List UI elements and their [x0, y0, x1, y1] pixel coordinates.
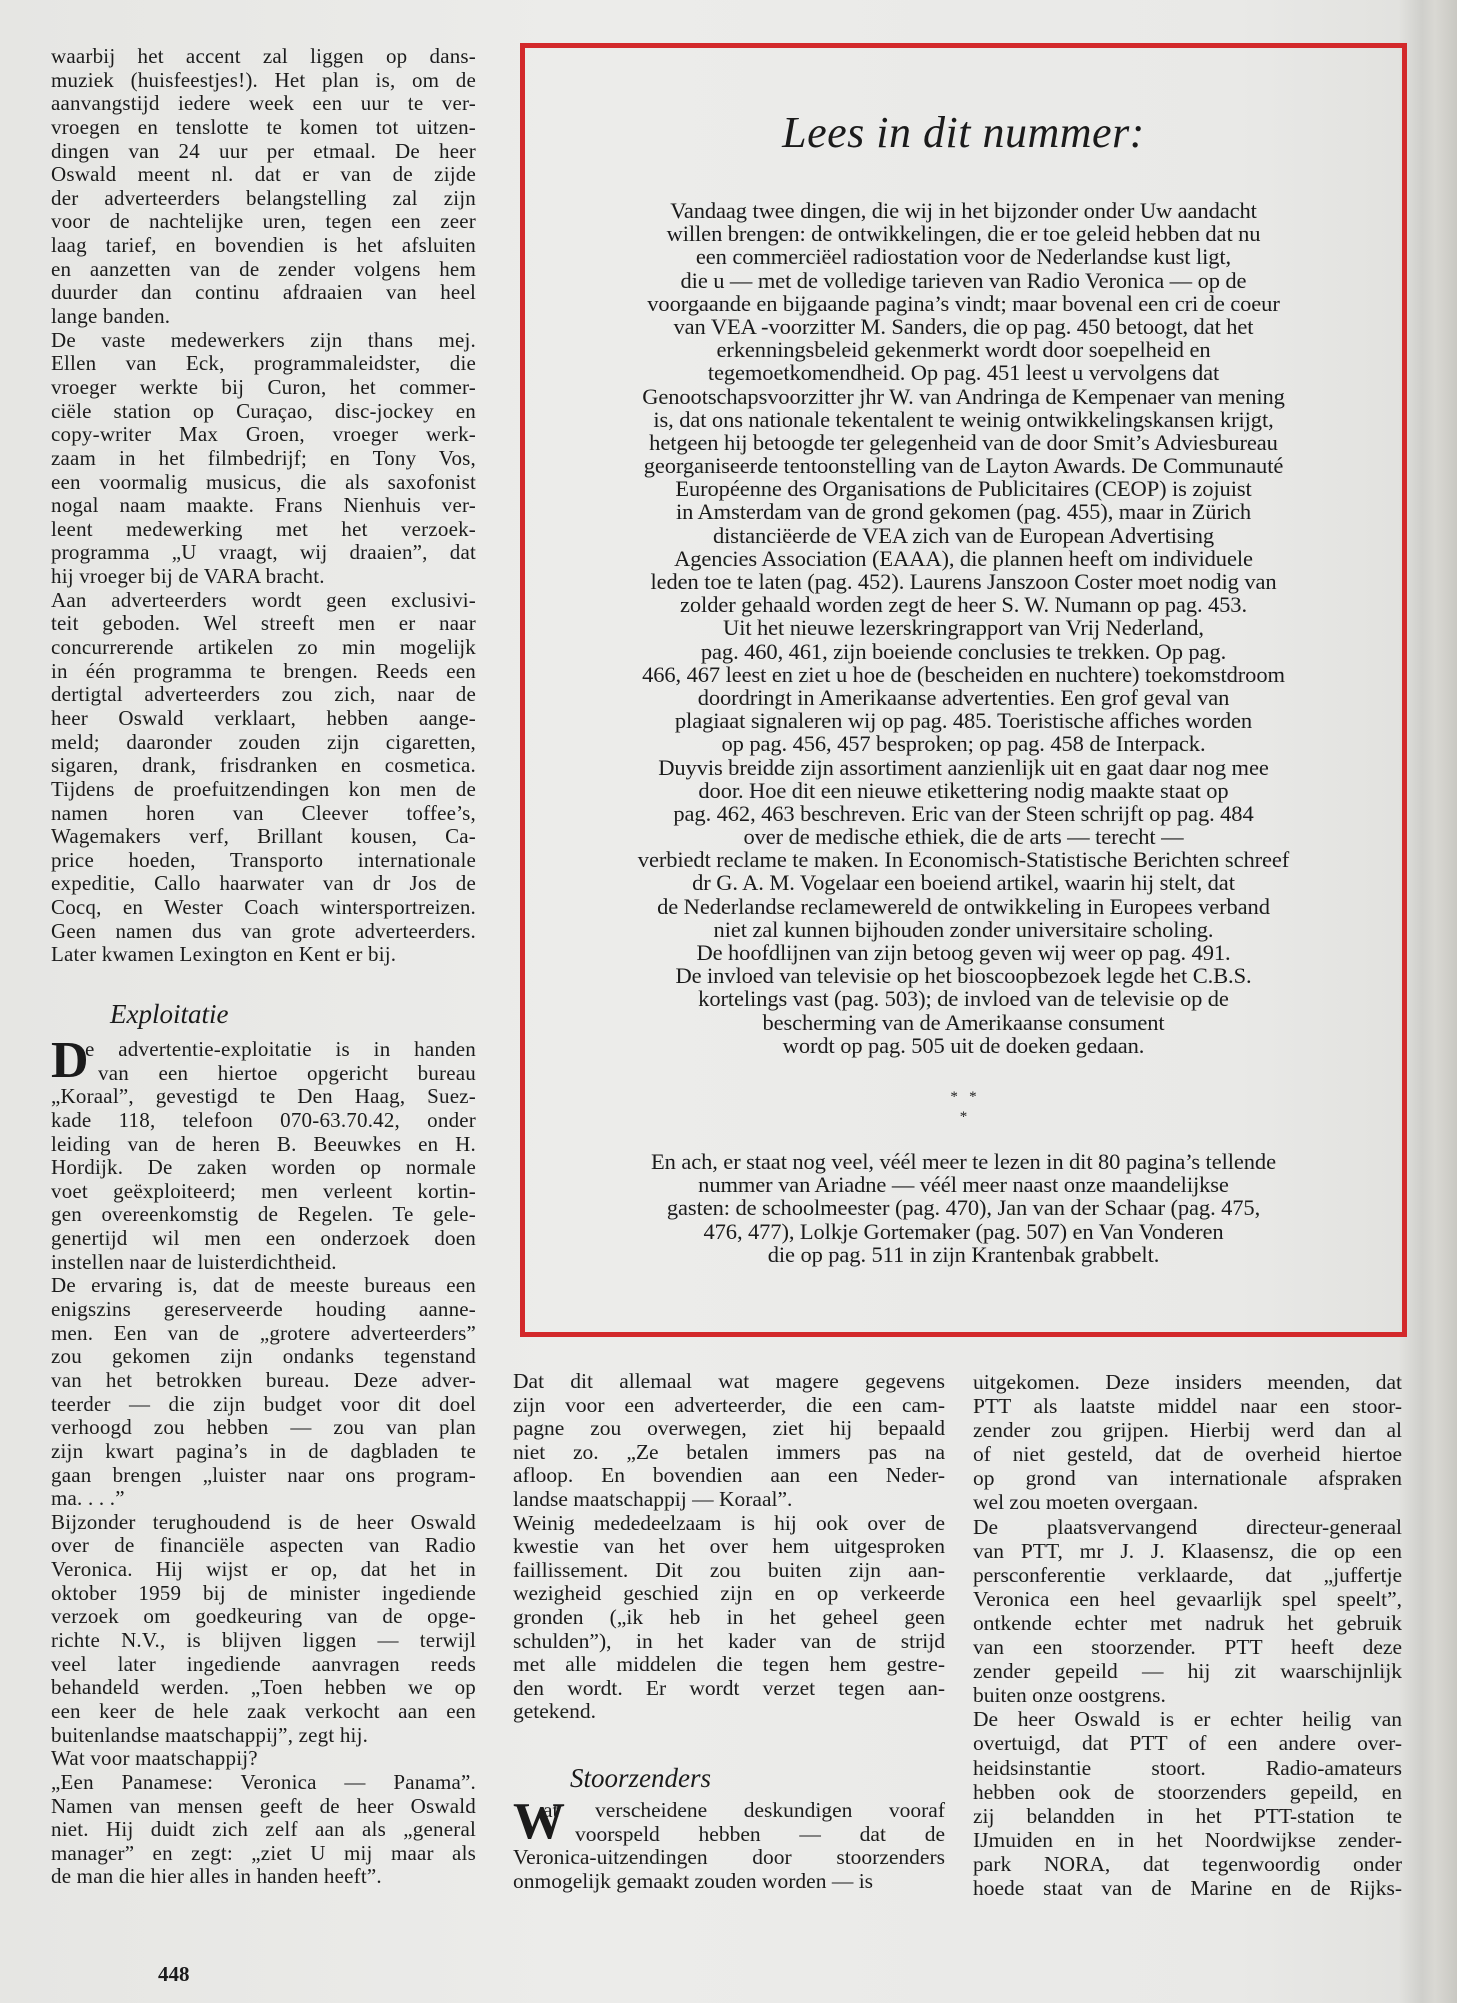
paragraph: [51, 329, 476, 589]
text-line: gen overeenkomstig de Regelen. Te gele-: [51, 1202, 476, 1227]
text-line: meld; daaronder zouden zijn cigaretten,: [51, 729, 476, 754]
paragraph: [51, 1032, 476, 1274]
text-line: lange banden.: [51, 304, 171, 329]
text-line: Ellen van Eck, programmaleidster, die: [51, 351, 476, 376]
text-line: Cocq, en Wester Coach wintersportreizen.: [51, 895, 476, 920]
text-line: de man die hier alles in handen heeft”.: [51, 1864, 382, 1889]
section-separator-stars-top: * *: [950, 1089, 977, 1105]
text-line: gronden („ik heb in het geheel geen: [513, 1604, 945, 1629]
text-line: zij belandden in het PTT-station te: [973, 1803, 1402, 1828]
text-line: getekend.: [513, 1699, 596, 1724]
left-column-bottom: [51, 1032, 476, 1889]
text-line: verhoogd zou hebben — zou van plan: [51, 1415, 476, 1440]
text-line: bescherming van de Amerikaanse consument: [762, 1009, 1165, 1035]
text-line: De hoofdlijnen van zijn betoog geven wij weer op pag. 491.: [696, 940, 1231, 965]
text-line: Bijzonder terughoudend is de heer Oswald: [51, 1509, 476, 1534]
paragraph: [513, 1512, 945, 1724]
text-line: over de financiële aspecten van Radio: [51, 1533, 476, 1558]
middle-column-top: [513, 1370, 945, 1724]
paragraph: [51, 45, 476, 329]
text-line: copy-writer Max Groen, vroeger werk-: [51, 422, 476, 447]
text-line: gasten: de schoolmeester (pag. 470), Jan van der Schaar (pag. 475,: [666, 1195, 1261, 1221]
text-line: IJmuiden en in het Noordwijkse zender-: [973, 1827, 1402, 1852]
text-line: concurrerende artikelen zo min mogelijk: [51, 635, 476, 660]
text-line: pag. 460, 461, zijn boeiende conclusies te trekken. Op pag.: [700, 638, 1227, 664]
text-line: dingen van 24 uur per etmaal. De heer: [51, 138, 476, 163]
paragraph: [540, 1150, 1387, 1266]
text-line: En ach, er staat nog veel, véél meer te lezen in dit 80 pagina’s tellende: [651, 1149, 1276, 1174]
text-line: verzoek om goedkeuring van de opge-: [51, 1604, 476, 1629]
text-line: Veronica-uitzendingen door stoorzenders: [513, 1845, 945, 1870]
text-line: waarbij het accent zal liggen op dans-: [51, 44, 476, 68]
text-line: ciële station op Curaçao, disc-jockey en: [51, 398, 476, 423]
right-column: [973, 1370, 1402, 1900]
text-line: kwestie van het over hem uitgesproken: [513, 1534, 945, 1559]
section-separator-star-bottom: *: [959, 1109, 968, 1125]
text-line: zolder gehaald worden zegt de heer S. W. Numann op pag. 453.: [680, 592, 1247, 618]
text-line: verbiedt reclame te maken. In Economisch-Statistische Berichten schreef: [637, 847, 1290, 873]
text-line: veel later ingediende aanvragen reeds: [51, 1651, 476, 1676]
text-line: Veronica. Hij wijst er op, dat het in: [51, 1557, 476, 1582]
text-line: 466, 467 leest en ziet u hoe de (bescheiden en nuchtere) toekomstdroom: [642, 661, 1285, 687]
text-line: Later kwamen Lexington en Kent er bij.: [51, 942, 397, 967]
text-line: onmogelijk gemaakt zouden worden — is: [513, 1868, 874, 1893]
text-line: wordt op pag. 505 uit de doeken gedaan.: [782, 1032, 1145, 1058]
text-line: genertijd wil men een onderzoek doen: [51, 1226, 476, 1251]
text-line: teerder — die zijn budget voor dit doel: [51, 1391, 476, 1416]
text-line: laag tarief, en bovendien is het afsluiten: [51, 233, 476, 258]
paragraph: [973, 1370, 1402, 1515]
text-line: zijn kwart pagina’s in de dagbladen te: [51, 1438, 476, 1463]
left-column-top: [51, 45, 476, 967]
text-line: ontkende echter met nadruk het gebruik: [973, 1610, 1402, 1635]
page-number: 448: [158, 1962, 190, 1986]
text-line: voorgaande en bijgaande pagina’s vindt; maar bovenal een cri de coeur: [647, 290, 1280, 316]
text-line: die op pag. 511 in zijn Krantenbak grabbelt.: [767, 1241, 1160, 1267]
text-line: op pag. 456, 457 besproken; op pag. 458 de Interpack.: [721, 731, 1206, 757]
middle-column-bottom: [513, 1793, 945, 1893]
text-line: at verscheidene deskundigen vooraf: [543, 1798, 945, 1822]
text-line: De ervaring is, dat de meeste bureaus een: [51, 1273, 476, 1298]
text-line: plagiaat signaleren wij op pag. 485. Toeristische affiches worden: [674, 708, 1253, 734]
text-line: georganiseerde tentoonstelling van de Layton Awards. De Communauté: [643, 453, 1284, 479]
text-line: leiding van de heren B. Beeuwkes en H.: [51, 1131, 476, 1156]
text-line: willen brengen: de ontwikkelingen, die er toe geleid hebben dat nu: [666, 221, 1261, 247]
text-line: „Koraal”, gevestigd te Den Haag, Suez-: [51, 1084, 476, 1109]
text-line: Agencies Association (EAAA), die plannen heeft om individuele: [674, 545, 1253, 571]
text-line: heidsinstantie stoort. Radio-amateurs: [973, 1755, 1402, 1780]
text-line: „Een Panamese: Veronica — Panama”.: [51, 1769, 476, 1794]
text-line: zaam in het filmbedrijf; en Tony Vos,: [51, 445, 476, 470]
text-line: een keer de hele zaak verkocht aan een: [51, 1698, 476, 1723]
text-line: voet geëxploiteerd; men verleent kortin-: [51, 1178, 476, 1203]
text-line: Vandaag twee dingen, die wij in het bijzonder onder Uw aandacht: [670, 198, 1257, 223]
text-line: dr G. A. M. Vogelaar een boeiend artikel, waarin hij stelt, dat: [692, 870, 1235, 896]
paragraph: [51, 1771, 476, 1889]
text-line: enigszins gereserveerde houding aanne-: [51, 1297, 476, 1322]
drop-cap: W: [513, 1793, 565, 1850]
paragraph: [51, 1274, 476, 1510]
text-line: niet zal kunnen bijhouden zonder universitaire scholing.: [713, 916, 1214, 942]
text-line: erkenningsbeleid gekenmerkt wordt door soepelheid en: [716, 337, 1211, 363]
text-line: Européenne des Organisations de Publicitaires (CEOP) is zojuist: [675, 476, 1252, 502]
text-line: distanciëerde de VEA zich van de European Advertising: [713, 522, 1214, 548]
text-line: PTT als laatste middel naar een stoor-: [973, 1394, 1402, 1419]
text-line: afloop. En bovendien aan een Neder-: [513, 1463, 945, 1488]
text-line: kortelings vast (pag. 503); de invloed van de televisie op de: [698, 986, 1229, 1012]
text-line: instellen naar de luisterdichtheid.: [51, 1249, 337, 1274]
text-line: een commerciëel radiostation voor de Nederlandse kust ligt,: [695, 244, 1232, 270]
text-line: van een stoorzender. PTT heeft deze: [973, 1635, 1402, 1660]
text-line: uitgekomen. Deze insiders meenden, dat: [973, 1370, 1402, 1394]
text-line: Veronica een heel gevaarlijk spel speelt”,: [973, 1586, 1402, 1611]
text-line: duurder dan continu afdraaien van heel: [51, 280, 476, 305]
text-line: der adverteerders belangstelling zal zijn: [51, 185, 476, 210]
text-line: zender zou grijpen. Hierbij werd dan al: [973, 1418, 1402, 1443]
text-line: tegemoetkomendheid. Op pag. 451 leest u vervolgens dat: [707, 360, 1220, 386]
text-line: nummer van Ariadne — véél meer naast onze maandelijkse: [698, 1172, 1229, 1198]
text-line: in Amsterdam van de grond gekomen (pag. 455), maar in Zürich: [675, 499, 1252, 525]
text-line: leent medewerking met het verzoek-: [51, 516, 476, 541]
text-line: wezigheid geschied zijn en op verkeerde: [513, 1581, 945, 1606]
text-line: vroeger werkte bij Curon, het commer-: [51, 374, 476, 399]
contents-box-title: Lees in dit nummer:: [782, 108, 1145, 157]
text-line: niet zo. „Ze betalen immers pas na: [513, 1439, 945, 1464]
text-line: over de medische ethiek, die de arts — terecht —: [743, 824, 1184, 850]
text-line: muziek (huisfeestjes!). Het plan is, om de: [51, 67, 476, 92]
text-line: pagne zou overwegen, ziet hij bepaald: [513, 1416, 945, 1441]
text-line: zou gekomen zijn ondanks tegenstand: [51, 1344, 476, 1369]
text-line: De plaatsvervangend directeur-generaal: [973, 1514, 1402, 1539]
text-line: Genootschapsvoorzitter jhr W. van Andringa de Kempenaer van mening: [642, 383, 1285, 409]
text-line: programma „U vraagt, wij draaien”, dat: [51, 540, 476, 565]
text-line: Wat voor maatschappij?: [51, 1746, 258, 1771]
text-line: pag. 462, 463 beschreven. Eric van der Steen schrijft op pag. 484: [673, 800, 1254, 826]
text-line: Tijdens de proefuitzendingen kon men de: [51, 776, 476, 801]
text-line: hij vroeger bij de VARA bracht.: [51, 564, 325, 589]
text-line: behandeld werden. „Toen hebben we op: [51, 1675, 476, 1700]
text-line: faillissement. Dit zou buiten zijn aan-: [513, 1557, 945, 1582]
text-line: door. Hoe dit een nieuwe etikettering nodig maakte staat op: [698, 777, 1229, 803]
text-line: schulden”), in het kader van de strijd: [513, 1628, 945, 1653]
text-line: oktober 1959 bij de minister ingediende: [51, 1580, 476, 1605]
text-line: De invloed van televisie op het bioscoopbezoek legde het C.B.S.: [675, 963, 1252, 989]
text-line: vroegen en tenslotte te komen tot uitzen-: [51, 114, 476, 139]
text-line: doordringt in Amerikaanse advertenties. Een grof geval van: [697, 684, 1230, 710]
text-line: ma. . . .”: [51, 1486, 125, 1511]
text-line: nogal naam maakte. Frans Nienhuis ver-: [51, 493, 476, 518]
text-line: van een hiertoe opgericht bureau: [98, 1060, 476, 1085]
text-line: richte N.V., is blijven liggen — terwijl: [51, 1628, 476, 1653]
contents-box-text: [540, 199, 1387, 1057]
paragraph: [513, 1793, 945, 1893]
drop-cap: D: [51, 1032, 89, 1089]
text-line: Duyvis breidde zijn assortiment aanzienlijk uit en gaat daar nog mee: [658, 754, 1269, 780]
text-line: Aan adverteerders wordt geen exclusivi-: [51, 587, 476, 612]
text-line: Namen van mensen geeft de heer Oswald: [51, 1793, 476, 1818]
paragraph: [973, 1707, 1402, 1900]
text-line: buitenlandse maatschappij”, zegt hij.: [51, 1722, 369, 1747]
section-heading-stoorzenders: Stoorzenders: [570, 1763, 711, 1793]
text-line: Uit het nieuwe lezerskringrapport van Vrij Nederland,: [723, 615, 1204, 641]
text-line: namen horen van Cleever toffee’s,: [51, 800, 476, 825]
text-line: e advertentie-exploitatie is in handen: [85, 1037, 476, 1061]
text-line: dertigtal adverteerders zou zich, naar de: [51, 682, 476, 707]
text-line: Hordijk. De zaken worden op normale: [51, 1155, 476, 1180]
text-line: den wordt. Er wordt verzet tegen aan-: [513, 1675, 945, 1700]
text-line: aanvangstijd iedere week een uur te ver-: [51, 91, 476, 116]
text-line: hetgeen hij betoogde ter gelegenheid van de door Smit’s Adviesbureau: [649, 429, 1278, 455]
text-line: de Nederlandse reclamewereld de ontwikkeling in Europees verband: [657, 893, 1270, 919]
text-line: teit geboden. Wel streeft men er naar: [51, 611, 476, 636]
text-line: Wagemakers verf, Brillant kousen, Ca-: [51, 824, 476, 849]
text-line: kade 118, telefoon 070-63.70.42, onder: [51, 1107, 476, 1132]
text-line: van PTT, mr J. J. Klaasensz, die op een: [973, 1538, 1402, 1563]
text-line: wel zou moeten overgaan.: [973, 1490, 1199, 1515]
text-line: landse maatschappij — Koraal”.: [513, 1486, 793, 1511]
text-line: price hoeden, Transporto internationale: [51, 847, 476, 872]
text-line: manager” en zegt: „ziet U mij maar als: [51, 1840, 476, 1865]
text-line: en aanzetten van de zender volgens hem: [51, 256, 476, 281]
paragraph: [513, 1370, 945, 1512]
text-line: die u — met de volledige tarieven van Radio Veronica — op de: [680, 267, 1247, 293]
text-line: buiten onze oostgrens.: [973, 1683, 1166, 1708]
text-line: park NORA, dat tegenwoordig onder: [973, 1851, 1402, 1876]
text-line: persconferentie verklaarde, dat „juffertje: [973, 1562, 1402, 1587]
text-line: van VEA -voorzitter M. Sanders, die op pag. 450 betoogt, dat het: [673, 313, 1254, 339]
text-line: gaan brengen „luister naar ons program-: [51, 1462, 476, 1487]
paragraph: [973, 1515, 1402, 1708]
text-line: leden toe te laten (pag. 452). Laurens Janszoon Coster moet nodig van: [650, 569, 1277, 594]
text-line: voorspeld hebben — dat de: [575, 1821, 945, 1846]
text-line: hoede staat van de Marine en de Rijks-: [973, 1875, 1402, 1900]
text-line: De vaste medewerkers zijn thans mej.: [51, 327, 476, 352]
text-line: overtuigd, dat PTT of een andere over-: [973, 1731, 1402, 1756]
paragraph: [540, 199, 1387, 1057]
text-line: op grond van internationale afspraken: [973, 1466, 1402, 1491]
text-line: is, dat ons nationale tekentalent te weinig ontwikkelingskansen krijgt,: [653, 406, 1274, 432]
section-heading-exploitatie: Exploitatie: [110, 999, 229, 1029]
text-line: niet. Hij duidt zich zelf aan als „general: [51, 1817, 476, 1842]
text-line: zender gepeild — hij zit waarschijnlijk: [973, 1659, 1402, 1684]
text-line: een voormalig musicus, die als saxofonist: [51, 469, 476, 494]
text-line: of niet gesteld, dat de overheid hiertoe: [973, 1442, 1402, 1467]
paragraph: [51, 1747, 476, 1771]
text-line: expeditie, Callo haarwater van dr Jos de: [51, 871, 476, 896]
contents-box-closing: [540, 1150, 1387, 1266]
text-line: met alle middelen die tegen hem gestre-: [513, 1652, 945, 1677]
text-line: men. Een van de „grotere adverteerders”: [51, 1320, 476, 1345]
text-line: sigaren, drank, frisdranken en cosmetica.: [51, 753, 476, 778]
text-line: voor de nachtelijke uren, tegen een zeer: [51, 209, 476, 234]
text-line: Geen namen dus van grote adverteerders.: [51, 918, 476, 943]
paragraph: [51, 589, 476, 967]
text-line: hebben ook de stoorzenders gepeild, en: [973, 1779, 1402, 1804]
text-line: Weinig mededeelzaam is hij ook over de: [513, 1510, 945, 1535]
paragraph: [51, 1511, 476, 1747]
text-line: zijn voor een adverteerder, die een cam-: [513, 1392, 945, 1417]
text-line: Dat dit allemaal wat magere gegevens: [513, 1369, 945, 1393]
text-line: in één programma te brengen. Reeds een: [51, 658, 476, 683]
text-line: van het betrokken bureau. Deze adver-: [51, 1367, 476, 1392]
text-line: 476, 477), Lolkje Gortemaker (pag. 507) en Van Vonderen: [703, 1218, 1224, 1244]
text-line: heer Oswald verklaart, hebben aange-: [51, 705, 476, 730]
text-line: De heer Oswald is er echter heilig van: [973, 1707, 1402, 1732]
text-line: Oswald meent nl. dat er van de zijde: [51, 162, 476, 187]
